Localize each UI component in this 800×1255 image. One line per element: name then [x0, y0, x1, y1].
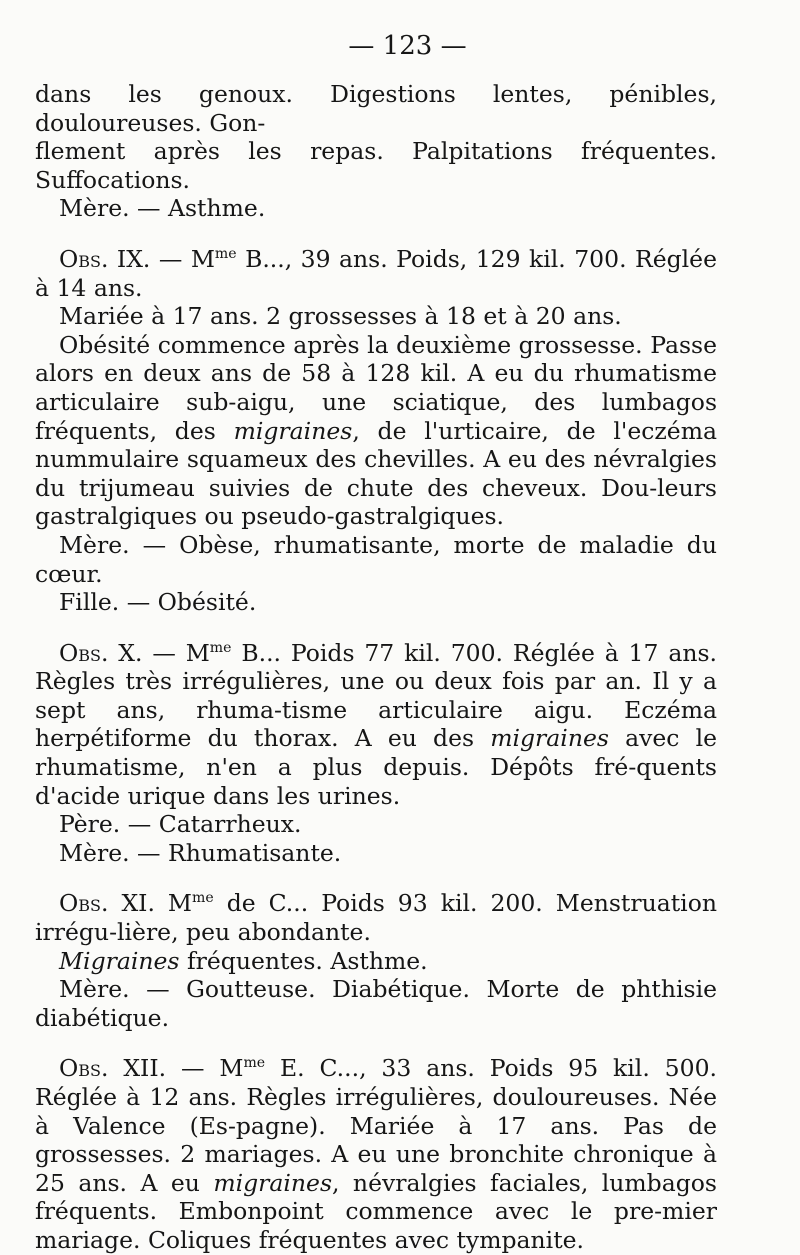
observation-x: Obs. X. — $M^{me}$ B... Poids 77 kil. 700. Réglée à 17 ans. Règles très irrégulières, une ou deux fois par an. Il y a sept ans, rhuma-tisme articulaire aigu. Eczéma herpétiforme du thorax. A eu des migraines avec le rhumatisme, n'en a plus depuis. Dépôts fré-quents d'acide urique dans les urines. — [35, 638, 718, 810]
mother-note: Mère. — Goutteuse. Diabétique. Morte de phthisie diabétique. — [35, 975, 717, 1032]
observation-label: Obs. XII. — [59, 1054, 167, 1083]
observation-label: Obs. X. — [59, 638, 143, 667]
observation-label: Obs. IX. — [59, 244, 151, 273]
observation-ix: Obs. IX. — $M^{me}$ B..., 39 ans. Poids, 129 kil. 700. Réglée à 14 ans. — [35, 244, 717, 302]
observation-xii: Obs. XII. — $M^{me}$ E. C..., 33 ans. Poids 95 kil. 500. Réglée à 12 ans. Règles irrégulières, douloureuses. Née à Valence (Es-pagne). Mariée à 17 ans. Pas de grossesses. 2 mariages. A eu une bronchite chronique à 25 ans. A eu migraines, névralgies faciales, lumbagos fréquents. Embonpoint commence avec le pre-mier mariage. Coliques fréquentes avec tympanite. — [35, 1054, 717, 1254]
observation-text: Mariée à 17 ans. 2 grossesses à 18 et à 20 ans. — [59, 302, 622, 331]
page-number: — 123 — — [348, 31, 467, 61]
continued-line: flement après les repas. Palpitations fréquentes. Suffocations. — [35, 137, 717, 194]
page-text — [35, 80, 717, 1255]
father-note: Père. — Catarrheux. — [59, 810, 302, 839]
mother-note: Mère. — Rhumatisante. — [59, 838, 342, 867]
mother-note: Mère. — Obèse, rhumatisante, morte de maladie du cœur. — [35, 530, 717, 588]
mother-note: Mère. — Asthme. — [59, 194, 266, 223]
continued-line: dans les genoux. Digestions lentes, pénibles, douloureuses. Gon- — [35, 80, 717, 137]
daughter-note: Fille. — Obésité. — [59, 588, 257, 617]
observation-label: Obs. XI. — [59, 889, 155, 918]
observation-text: Obésité commence après la deuxième grossesse. Passe alors en deux ans de 58 à 128 kil. A eu du rhumatisme articulaire sub-aigu, une sciatique, des lumbagos fréquents, des migraines, de l'urticaire, de l'eczéma nummulaire squameux des chevilles. A eu des névralgies du trijumeau suivies de chute des cheveux. Dou-leurs gastralgiques ou pseudo-gastralgiques. — [35, 330, 718, 531]
observation-xi: Obs. XI. $M^{me}$ de C... Poids 93 kil. 200. Menstruation irrégu-lière, peu abondante. — [35, 889, 717, 947]
observation-text: Migraines fréquentes. Asthme. — [59, 946, 428, 975]
